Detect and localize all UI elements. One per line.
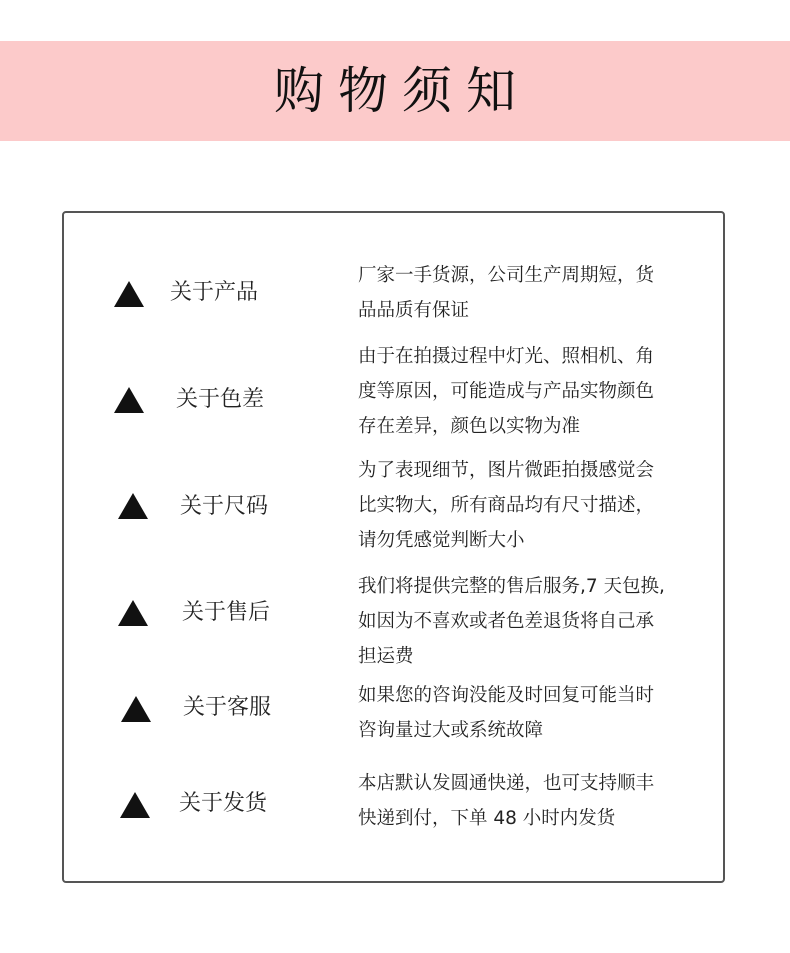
notice-line: 度等原因，可能造成与产品实物颜色 [358, 381, 655, 402]
page-title: 购物须知 [274, 62, 530, 120]
notice-description [358, 569, 703, 674]
notice-label: 关于尺码 [180, 494, 269, 519]
notice-line: 担运费 [358, 646, 414, 667]
triangle-icon [114, 387, 144, 413]
notice-line: 本店默认发圆通快递，也可支持顺丰 [358, 773, 655, 794]
notice-label: 关于色差 [176, 387, 265, 412]
triangle-icon [114, 281, 144, 307]
triangle-icon [118, 600, 148, 626]
notice-description [358, 766, 703, 836]
notice-line: 快递到付，下单 48 小时内发货 [358, 808, 616, 829]
notice-label: 关于售后 [182, 600, 271, 625]
triangle-icon [121, 696, 151, 722]
notice-description [358, 678, 703, 748]
notice-label: 关于产品 [170, 280, 259, 305]
triangle-icon [120, 792, 150, 818]
notice-line: 为了表现细节，图片微距拍摄感觉会 [358, 460, 655, 481]
notice-description [358, 453, 703, 558]
notice-line: 存在差异，颜色以实物为准 [358, 416, 581, 437]
notice-line: 如果您的咨询没能及时回复可能当时 [358, 685, 655, 706]
notice-line: 比实物大，所有商品均有尺寸描述， [358, 495, 655, 516]
notice-line: 品品质有保证 [358, 300, 470, 321]
notice-line: 我们将提供完整的售后服务,7 天包换, [358, 576, 665, 597]
triangle-icon [118, 493, 148, 519]
notice-line: 请勿凭感觉判断大小 [358, 530, 525, 551]
notice-line: 咨询量过大或系统故障 [358, 720, 544, 741]
notice-line: 如因为不喜欢或者色差退货将自己承 [358, 611, 655, 632]
notice-line: 由于在拍摄过程中灯光、照相机、角 [358, 346, 655, 367]
notice-description [358, 258, 703, 328]
notice-panel [62, 211, 725, 883]
notice-label: 关于客服 [183, 695, 272, 720]
notice-description [358, 339, 703, 444]
notice-label: 关于发货 [179, 791, 268, 816]
notice-line: 厂家一手货源，公司生产周期短，货 [358, 265, 655, 286]
header-banner [0, 41, 790, 141]
